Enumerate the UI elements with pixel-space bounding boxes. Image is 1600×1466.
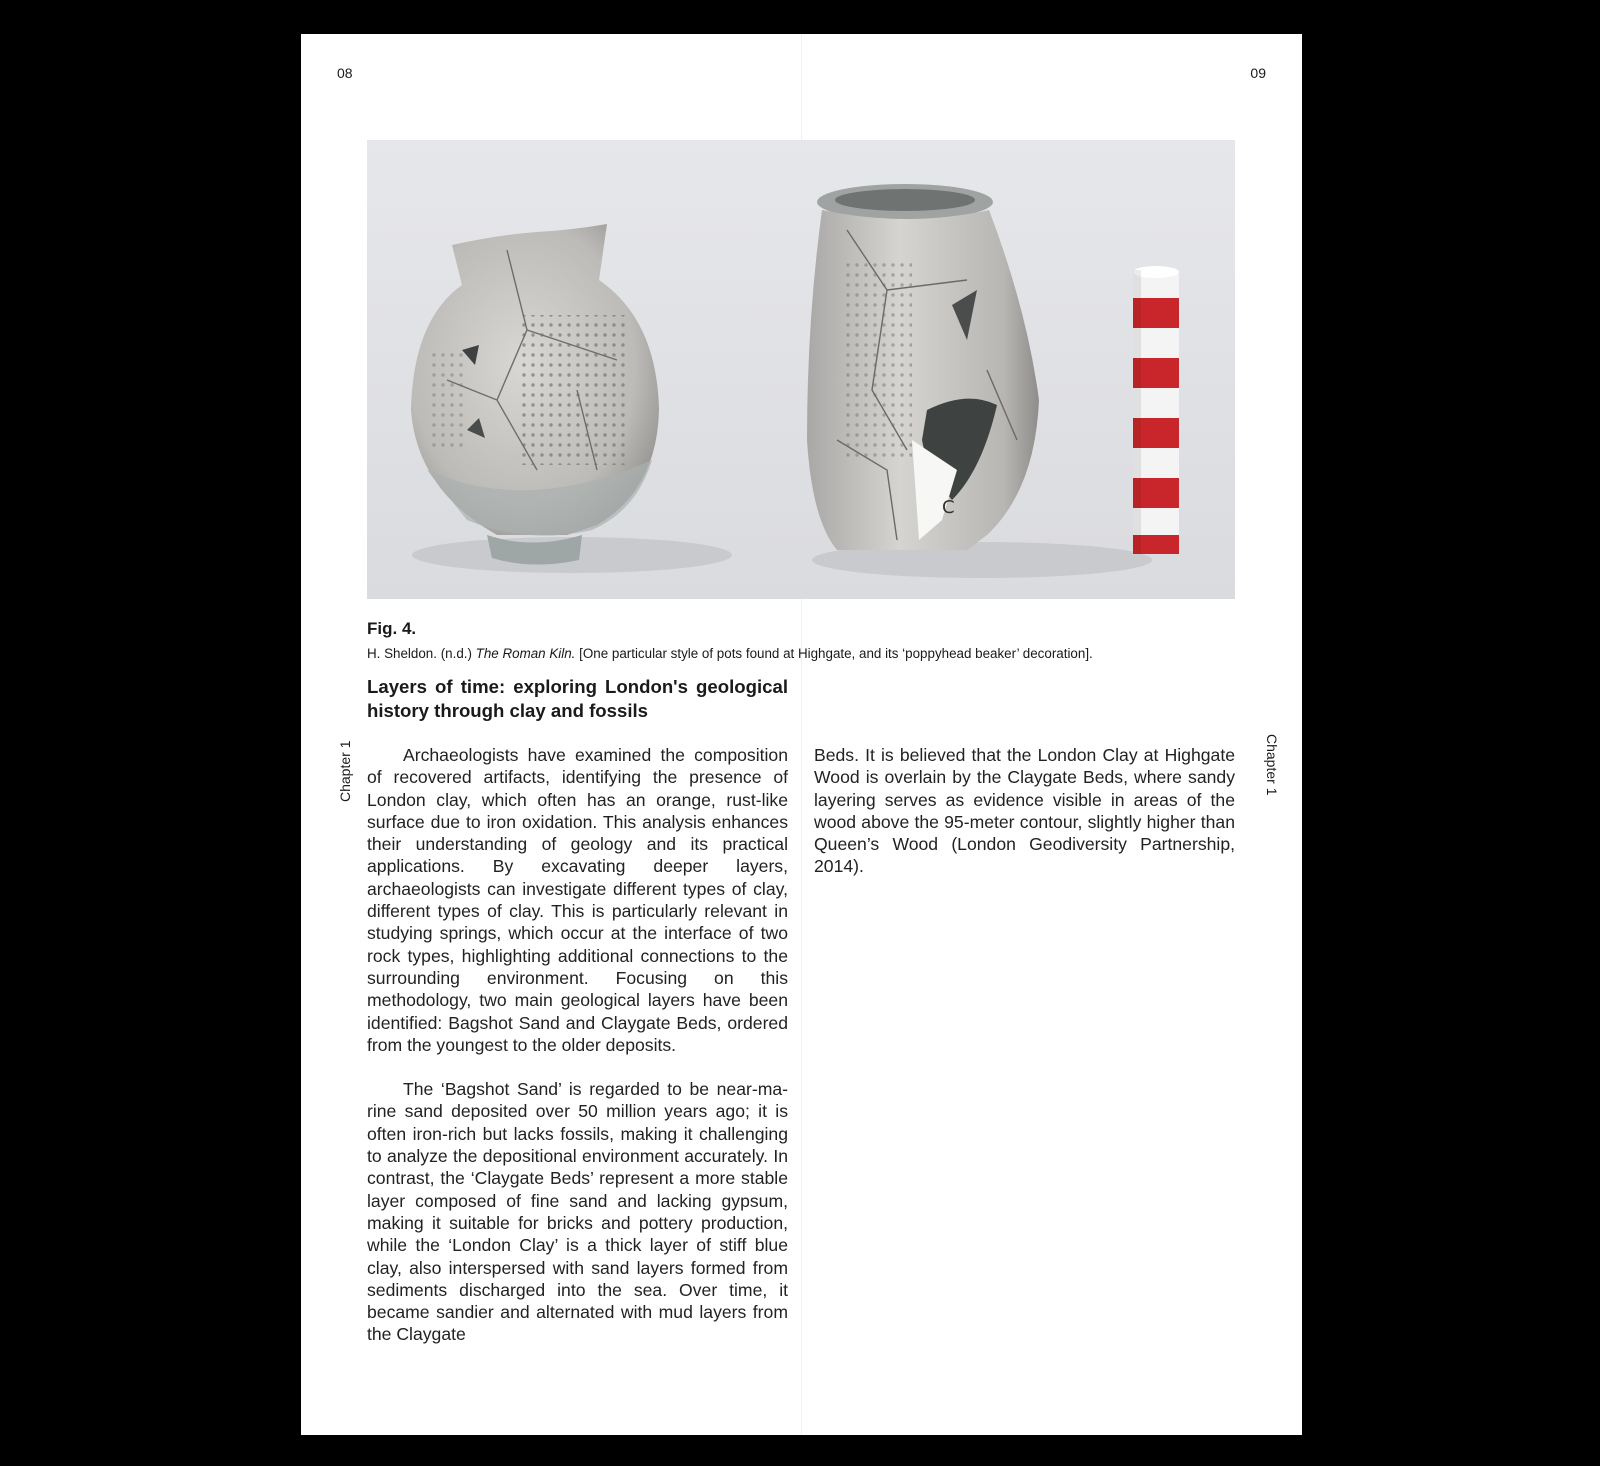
body-paragraph: Beds. It is believed that the London Clay at Highgate Wood is overlain by the Claygate Beds, where sandy layering serves as evidence visible in areas of the wood above the 95-meter contour, slightly higher than Queen’s Wood (London Geodiversity Partnership, 2014). (814, 745, 1235, 877)
figure-caption-title: The Roman Kiln. (475, 646, 576, 661)
page-number-right: 09 (1250, 65, 1266, 81)
page-number-left: 08 (337, 65, 353, 81)
book-spread (301, 34, 1302, 1435)
body-column-right (814, 744, 1235, 878)
body-column-left (367, 744, 788, 1346)
figure-caption (367, 646, 1093, 661)
figure-label: Fig. 4. (367, 619, 417, 638)
figure-caption-description: [One particular style of pots found at Highgate, and its ‘poppyhead beaker’ decoration]. (575, 646, 1093, 661)
body-paragraph: The ‘Bagshot Sand’ is regarded to be near-marine sand deposited over 50 million years ago; it is often iron-rich but lacks fossils, making it challenging to analyze the depositional environment accurately. In contrast, the ‘Claygate Beds’ represent a more stable layer composed of fine sand and lacking gypsum, making it suitable for bricks and pottery production, while the ‘London Clay’ is a thick layer of stiff blue clay, also interspersed with sand layers formed from sediments discharged into the sea. Over time, it became sandier and alternated with mud layers from the Claygate (367, 1079, 788, 1345)
body-paragraph: Archaeologists have examined the composition of recovered artifacts, identifying the presence of London clay, which often has an orange, rust-like surface due to iron oxidation. This analysis enhances their understanding of geology and its practical applications. By excavating deeper layers, archaeologists can investigate different types of clay, different types of clay. This is particularly relevant in studying springs, which occur at the interface of two rock types, highlighting additional connections to the surrounding environment. Focusing on this methodology, two main geological layers have been identified: Bagshot Sand and Claygate Beds, ordered from the youngest to the older deposits. (367, 745, 788, 1055)
pot-right (807, 184, 1039, 550)
figure-caption-author: H. Sheldon. (n.d.) (367, 646, 476, 661)
measurement-scale-bar (1133, 266, 1179, 554)
pot-left (411, 224, 659, 565)
pot-tag-letter: C (942, 497, 955, 518)
figure-photo-roman-pots (367, 140, 1235, 599)
chapter-label-left: Chapter 1 (337, 740, 353, 802)
section-heading: Layers of time: exploring London's geological history through clay and fossils (367, 676, 788, 721)
chapter-label-right: Chapter 1 (1264, 734, 1280, 796)
